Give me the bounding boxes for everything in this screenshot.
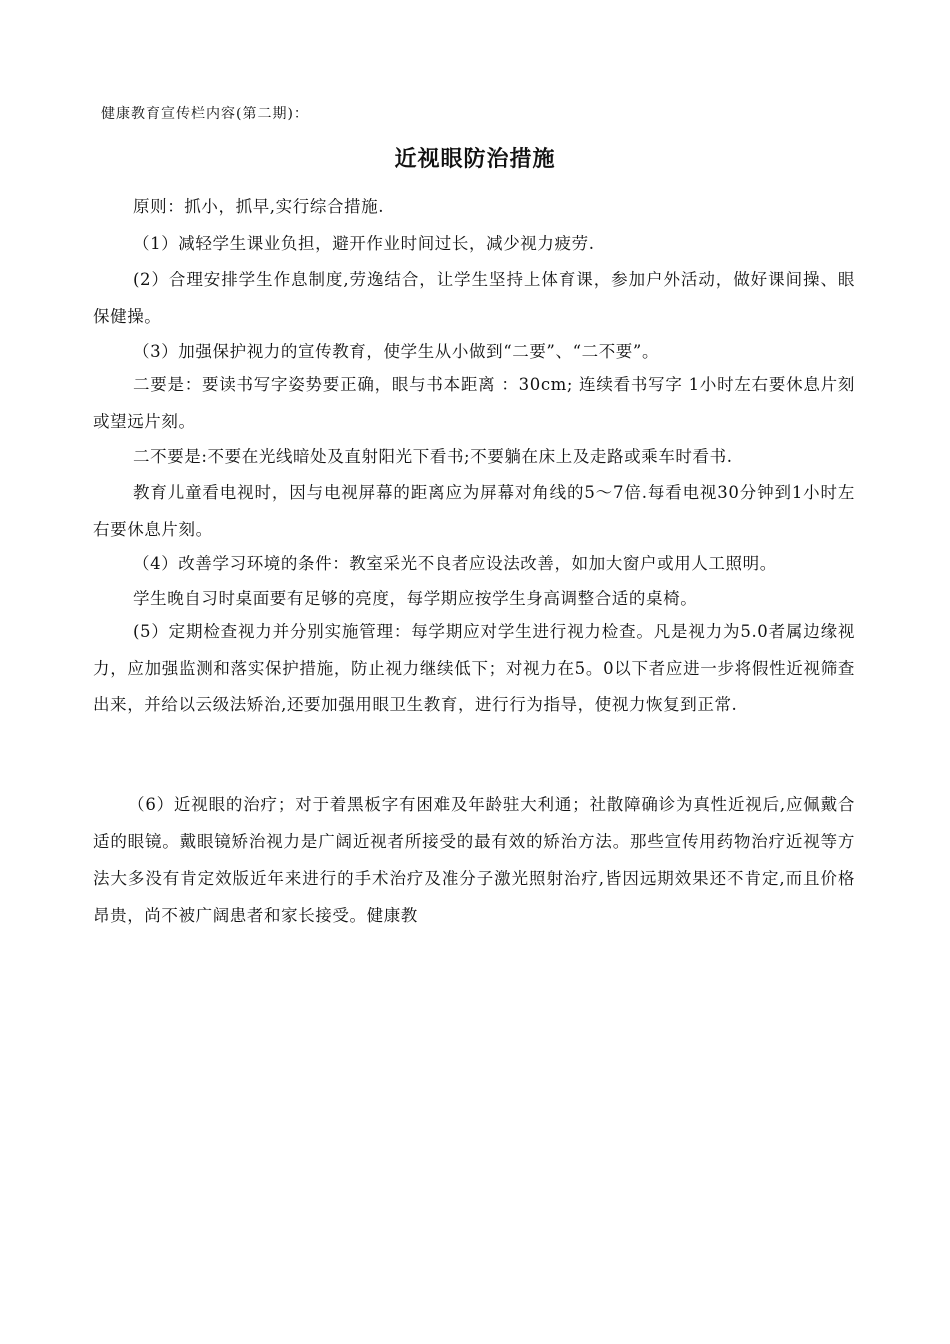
measure-1-paragraph: （1）减轻学生课业负担，避开作业时间过长，减少视力疲劳. bbox=[133, 234, 595, 253]
principle-paragraph: 原则：抓小，抓早,实行综合措施. bbox=[133, 197, 385, 216]
measure-5-paragraph: (5）定期检查视力并分别实施管理：每学期应对学生进行视力检查。凡是视力为5.0者属边缘视力，应加强监测和落实保护措施，防止视力继续低下；对视力在5。0以下者应进一步将假性近视筛查出来，并给以云级法矫治,还要加强用眼卫生教育，进行行为指导，使视力恢复到正常. bbox=[93, 622, 855, 714]
measure-4-paragraph: （4）改善学习环境的条件：教室采光不良者应设法改善，如加大窗户或用人工照明。 bbox=[133, 554, 777, 573]
measure-6-paragraph: （6）近视眼的治疗；对于着黑板字有困难及年龄驻大利通；社散障确诊为真性近视后,应佩戴合适的眼镜。戴眼镜矫治视力是广阔近视者所接受的最有效的矫治方法。那些宣传用药物治疗近视等方法大多没有肯定效版近年来进行的手术治疗及准分子激光照射治疗,皆因远期效果还不肯定,而且价格昂贵，尚不被广阔患者和家长接受。健康教 bbox=[93, 795, 855, 925]
tv-distance-paragraph: 教育儿童看电视时，因与电视屏幕的距离应为屏幕对角线的5～7倍.每看电视30分钟到1小时左右要休息片刻。 bbox=[93, 483, 855, 539]
measure-2-paragraph: (2）合理安排学生作息制度,劳逸结合，让学生坚持上体育课，参加户外活动，做好课间操、眼保健操。 bbox=[93, 270, 855, 326]
two-dont-paragraph: 二不要是:不要在光线暗处及直射阳光下看书;不要躺在床上及走路或乘车时看书. bbox=[133, 447, 733, 466]
desk-lighting-paragraph: 学生晚自习时桌面要有足够的亮度，每学期应按学生身高调整合适的桌椅。 bbox=[133, 589, 698, 608]
page-title: 近视眼防治措施 bbox=[394, 147, 556, 172]
measure-3-paragraph: （3）加强保护视力的宣传教育，使学生从小做到“二要”、“二不要”。 bbox=[133, 342, 660, 361]
issue-header: 健康教育宣传栏内容(第二期)： bbox=[101, 106, 309, 122]
two-do-paragraph: 二要是：要读书写字姿势要正确，眼与书本距离 ：30cm; 连续看书写字 1小时左右要休息片刻或望远片刻。 bbox=[93, 375, 855, 431]
